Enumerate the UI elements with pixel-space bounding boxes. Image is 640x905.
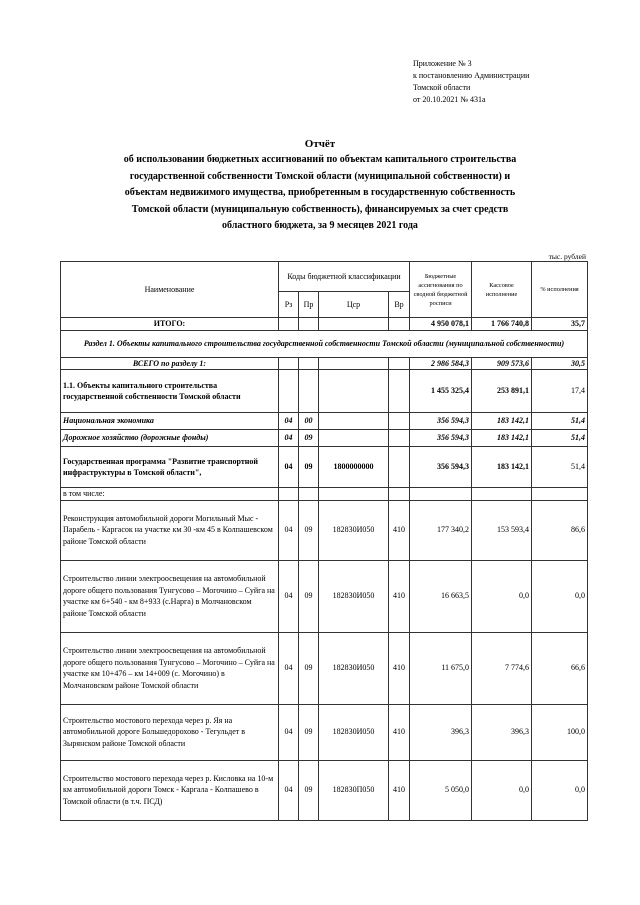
row-cash: 183 142,1 (472, 413, 532, 430)
total-assign: 4 950 078,1 (410, 318, 472, 331)
row-rz: 04 (279, 413, 299, 430)
row-pr: 09 (299, 430, 319, 447)
row-vr (389, 370, 410, 413)
row-rz: 04 (279, 447, 299, 488)
row-rz: 04 (279, 704, 299, 760)
row-csr: 182830И050 (319, 704, 389, 760)
row-cash: 0,0 (472, 560, 532, 632)
row-pr: 09 (299, 760, 319, 820)
row-pct: 66,6 (532, 632, 588, 704)
table-row (61, 632, 588, 704)
table-row (61, 760, 588, 820)
header-csr: Цср (319, 292, 389, 318)
header-cash: Кассовое исполнение (472, 262, 532, 318)
row-vr: 410 (389, 560, 410, 632)
row-assign: 356 594,3 (410, 430, 472, 447)
table-row (61, 488, 588, 501)
header-vr: Вр (389, 292, 410, 318)
row-csr: 182830И050 (319, 560, 389, 632)
row-cash: 183 142,1 (472, 430, 532, 447)
table-row (61, 500, 588, 560)
section-total-pct: 30,5 (532, 357, 588, 370)
row-pct: 86,6 (532, 500, 588, 560)
row-pct: 51,4 (532, 430, 588, 447)
row-pr: 09 (299, 447, 319, 488)
row-name: 1.1. Объекты капитального строительства государственной собственности Томской области (61, 370, 279, 413)
title-main: Отчёт (304, 138, 336, 150)
row-cash: 183 142,1 (472, 447, 532, 488)
row-csr: 182830П050 (319, 760, 389, 820)
report-title (40, 136, 600, 234)
appendix-line: Томской области (413, 83, 471, 92)
row-name: Строительство мостового перехода через р. Кисловка на 10-м км автомобильной дороги Томск - Каргала - Колпашево в Томской области (в т.ч. ПСД) (61, 760, 279, 820)
row-name: Национальная экономика (61, 413, 279, 430)
row-csr: 1800000000 (319, 447, 389, 488)
row-assign: 5 050,0 (410, 760, 472, 820)
table-row (61, 447, 588, 488)
row-name: Государственная программа "Развитие транспортной инфраструктуры в Томской области", (61, 447, 279, 488)
row-assign: 177 340,2 (410, 500, 472, 560)
row-vr (389, 430, 410, 447)
row-name: Дорожное хозяйство (дорожные фонды) (61, 430, 279, 447)
row-assign: 356 594,3 (410, 447, 472, 488)
row-pr: 09 (299, 704, 319, 760)
header-pct: % исполнения (532, 262, 588, 318)
header-assign: Бюджетные ассигнования по сводной бюджетной росписи (410, 262, 472, 318)
section-row (61, 330, 588, 357)
title-line: Томской области (муниципальную собственность), финансируемых за счет средств (131, 203, 509, 215)
appendix-line: к постановлению Администрации (413, 71, 530, 80)
row-cash: 0,0 (472, 760, 532, 820)
row-pr (299, 370, 319, 413)
row-assign: 396,3 (410, 704, 472, 760)
units-label: тыс. рублей (548, 252, 586, 261)
section-total-cash: 909 573,6 (472, 357, 532, 370)
row-rz (279, 370, 299, 413)
section-total-label: ВСЕГО по разделу 1: (61, 357, 279, 370)
title-line: областного бюджета, за 9 месяцев 2021 года (222, 220, 418, 232)
row-assign: 356 594,3 (410, 413, 472, 430)
row-assign: 11 675,0 (410, 632, 472, 704)
table-row (61, 560, 588, 632)
appendix-line: от 20.10.2021 № 431а (413, 95, 486, 104)
total-label: ИТОГО: (61, 318, 279, 331)
appendix-note (413, 58, 529, 106)
appendix-line: Приложение № 3 (413, 59, 472, 68)
row-csr: 182830И050 (319, 632, 389, 704)
section-total-row (61, 357, 588, 370)
row-pr: 09 (299, 500, 319, 560)
report-table (60, 261, 588, 821)
row-csr: 182830И050 (319, 500, 389, 560)
row-pr: 00 (299, 413, 319, 430)
row-rz: 04 (279, 560, 299, 632)
title-line: государственной собственности Томской области (муниципальной собственности) и (129, 170, 511, 182)
total-cash: 1 766 740,8 (472, 318, 532, 331)
row-vr: 410 (389, 760, 410, 820)
row-vr (389, 413, 410, 430)
table-row (61, 370, 588, 413)
row-pct: 100,0 (532, 704, 588, 760)
title-line: об использовании бюджетных ассигнований по объектам капитального строительства (123, 154, 517, 166)
row-rz: 04 (279, 500, 299, 560)
row-cash: 396,3 (472, 704, 532, 760)
row-cash: 253 891,1 (472, 370, 532, 413)
row-vr: 410 (389, 632, 410, 704)
row-vr (389, 447, 410, 488)
table-row (61, 704, 588, 760)
row-cash: 153 593,4 (472, 500, 532, 560)
row-pr: 09 (299, 560, 319, 632)
row-name: в том числе: (61, 488, 279, 501)
row-csr (319, 370, 389, 413)
section-title: Раздел 1. Объекты капитального строительства государственной собственности Томской области (муниципальной собственности) (61, 330, 588, 357)
row-pct: 0,0 (532, 760, 588, 820)
row-csr (319, 413, 389, 430)
header-codes: Коды бюджетной классификации (279, 262, 410, 292)
row-pct: 51,4 (532, 413, 588, 430)
header-pr: Пр (299, 292, 319, 318)
row-vr: 410 (389, 704, 410, 760)
row-cash: 7 774,6 (472, 632, 532, 704)
row-vr: 410 (389, 500, 410, 560)
row-assign: 16 663,5 (410, 560, 472, 632)
table-row (61, 430, 588, 447)
row-pct: 51,4 (532, 447, 588, 488)
row-assign: 1 455 325,4 (410, 370, 472, 413)
section-total-assign: 2 986 584,3 (410, 357, 472, 370)
row-rz: 04 (279, 430, 299, 447)
row-pct: 0,0 (532, 560, 588, 632)
table-row (61, 413, 588, 430)
row-name: Строительство линии электроосвещения на автомобильной дороге общего пользования Тунгусово – Могочино – Суйга на участке км 10+476 – км 14+009 (с. Могочино) в Молчановском районе Томской области (61, 632, 279, 704)
row-name: Реконструкция автомобильной дороги Могильный Мыс - Парабель - Каргасок на участке км 30 -км 45 в Колпашевском районе Томской области (61, 500, 279, 560)
total-row (61, 318, 588, 331)
header-rz: Рз (279, 292, 299, 318)
row-rz: 04 (279, 760, 299, 820)
row-pct: 17,4 (532, 370, 588, 413)
row-csr (319, 430, 389, 447)
total-pct: 35,7 (532, 318, 588, 331)
row-pr: 09 (299, 632, 319, 704)
row-rz: 04 (279, 632, 299, 704)
row-name: Строительство мостового перехода через р. Яя на автомобильной дороге Большедорохово - Тегульдет в Зырянском районе Томской области (61, 704, 279, 760)
header-name: Наименование (61, 262, 279, 318)
title-line: объектам недвижимого имущества, приобретенным в государственную собственность (124, 187, 516, 199)
row-name: Строительство линии электроосвещения на автомобильной дороге общего пользования Тунгусово – Могочино – Суйга на участке км 6+540 - км 8+933 (с.Нарга) в Молчановском районе Томской области (61, 560, 279, 632)
